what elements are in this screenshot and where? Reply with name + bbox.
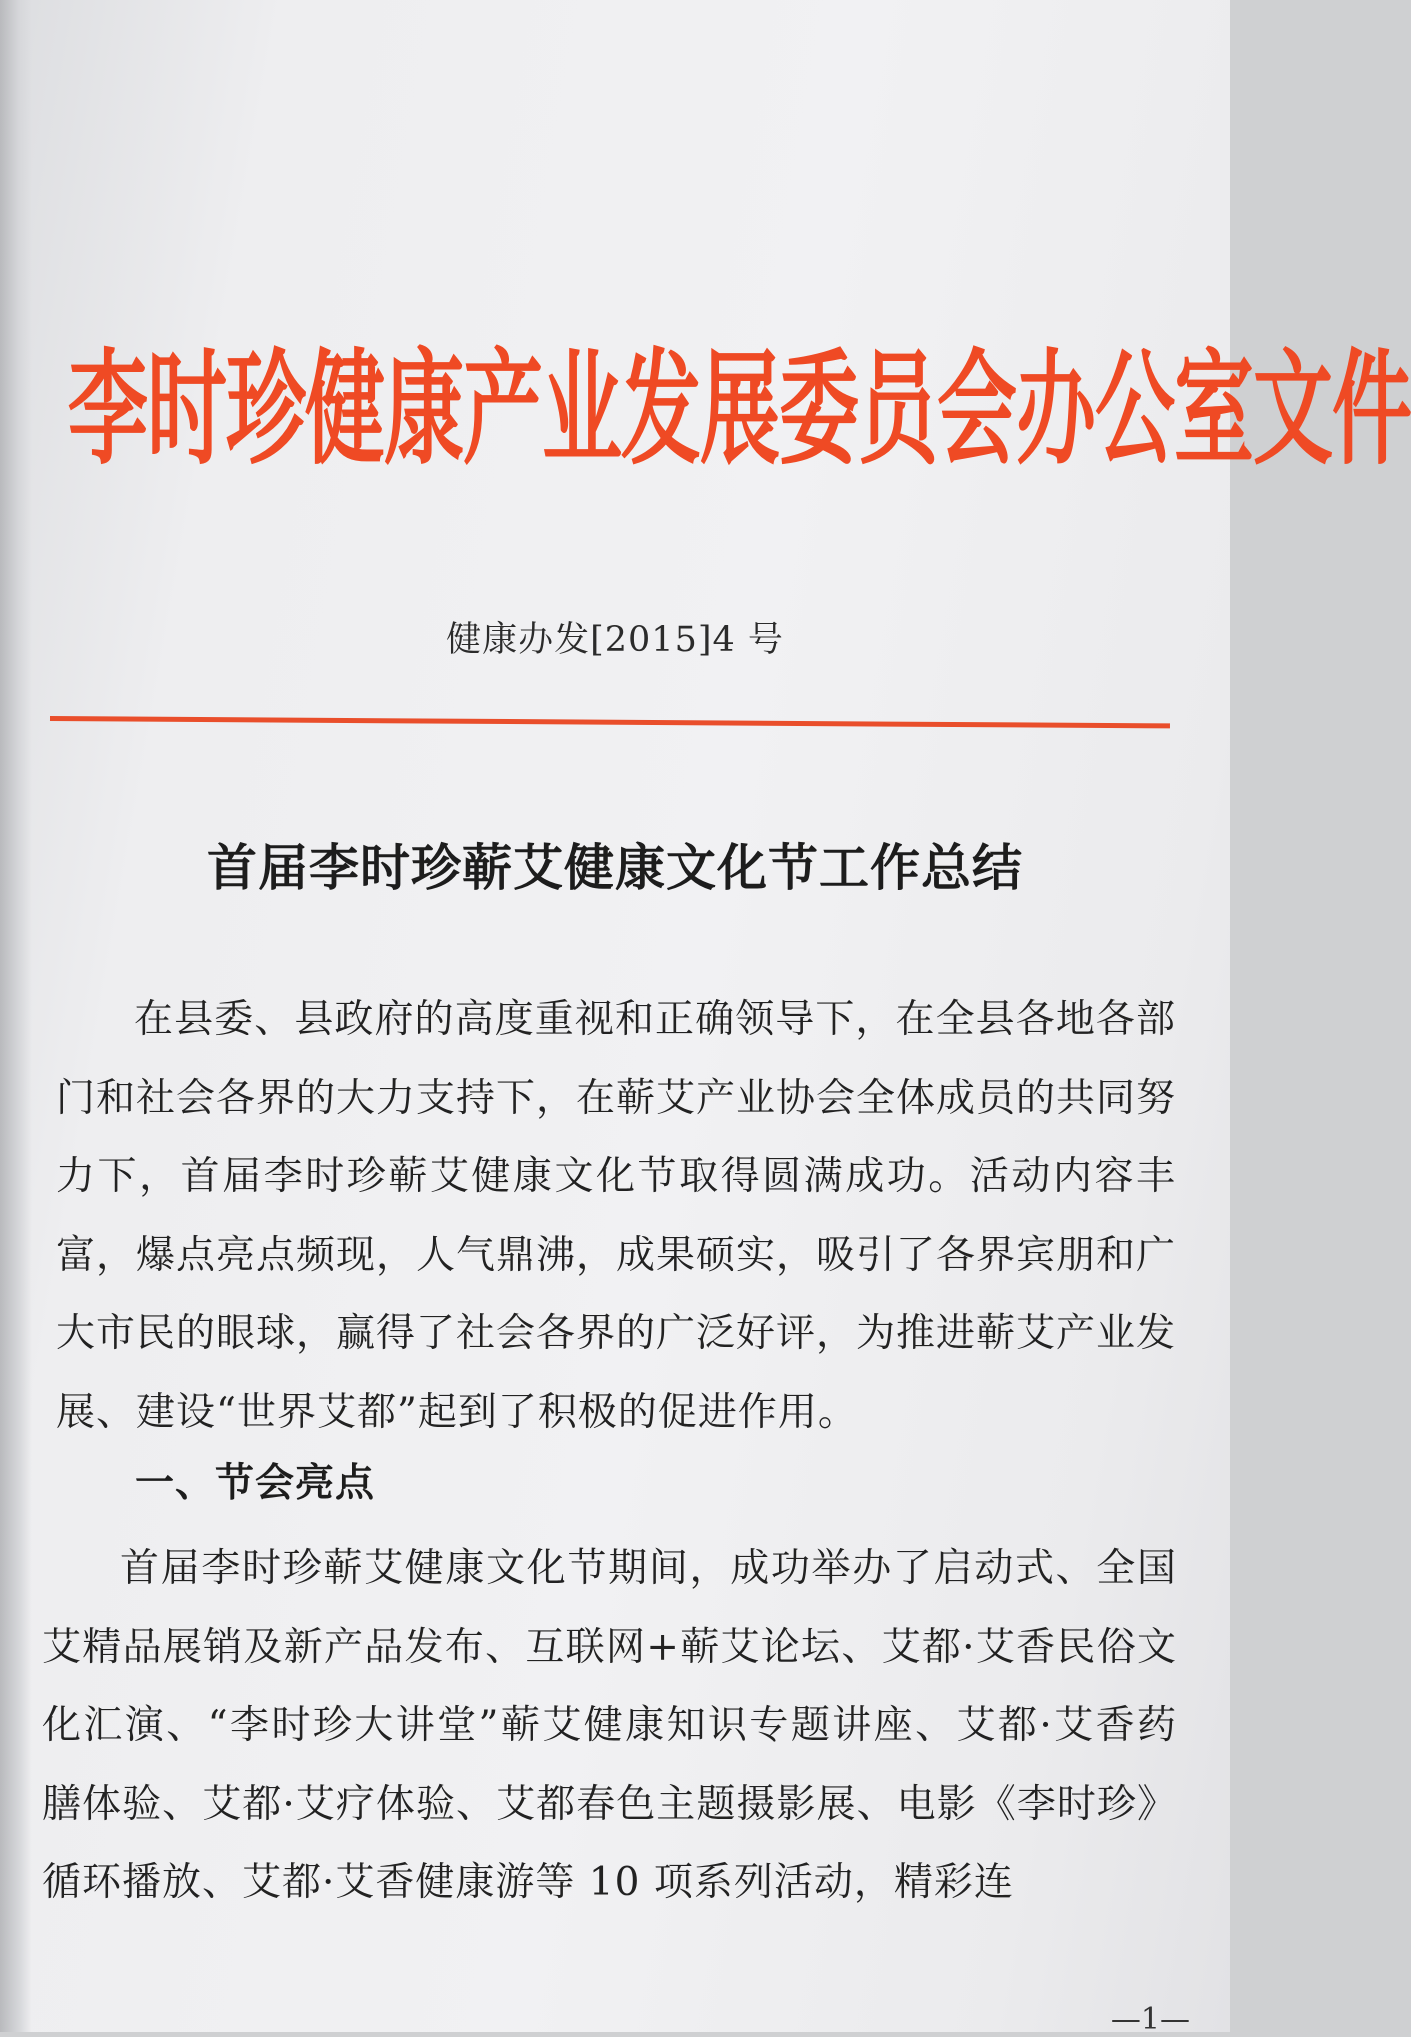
body-paragraph-2: 首届李时珍蕲艾健康文化节期间，成功举办了启动式、全国艾精品展销及新产品发布、互联网+蕲艾论坛、艾都·艾香民俗文化汇演、“李时珍大讲堂”蕲艾健康知识专题讲座、艾都·艾香药膳体验、艾都·艾疗体验、艾都春色主题摄影展、电影《李时珍》循环播放、艾都·艾香健康游等 10 项系列活动，精彩连 xyxy=(42,1546,1177,1905)
document-title: 首届李时珍蕲艾健康文化节工作总结 xyxy=(207,839,1023,897)
section-heading-1: 一、节会亮点 xyxy=(135,1461,376,1506)
page-number: —1— xyxy=(1110,2002,1190,2037)
document-number: 健康办发[2015]4 号 xyxy=(446,620,784,660)
red-header-title: 李时珍健康产业发展委员会办公室文件 xyxy=(68,337,1411,482)
red-divider-line xyxy=(50,716,1170,728)
body-paragraph-1: 在县委、县政府的高度重视和正确领导下，在全县各地各部门和社会各界的大力支持下，在蕲艾产业协会全体成员的共同努力下，首届李时珍蕲艾健康文化节取得圆满成功。活动内容丰富，爆点亮点频现，人气鼎沸，成果硕实，吸引了各界宾朋和广大市民的眼球，赢得了社会各界的广泛好评，为推进蕲艾产业发展、建设“世界艾都”起到了积极的促进作用。 xyxy=(56,997,1177,1435)
binding-shadow xyxy=(0,0,32,2032)
